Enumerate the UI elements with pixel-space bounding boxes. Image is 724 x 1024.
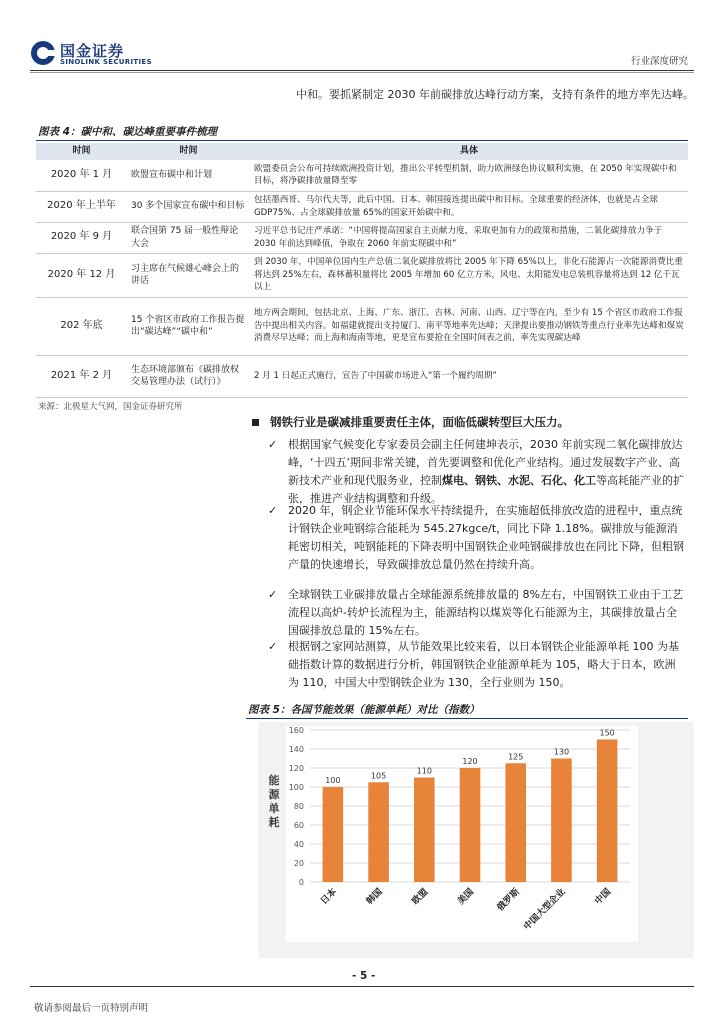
y-tick-label: 100 [288,783,304,792]
table-cell-detail: 到 2030 年，中国单位国内生产总值二氧化碳排放将比 2005 年下降 65%以上，非化石能源占一次能源消费比重将达到 25%左右，森林蓄积量将比 2005 年增加 60 亿立方米，风电、太阳能发电总装机容量将达到 12 亿千瓦以上 [250,253,688,297]
table-cell-event: 习主席在气候雄心峰会上的讲话 [127,253,250,297]
bullet-bold-text: 煤电、钢铁、水泥、石化、化工 [442,474,596,487]
y-axis-label: 源 [268,788,280,801]
y-axis-label: 能 [268,774,280,787]
bullet-paragraph [288,436,686,508]
table-header-cell: 具体 [250,143,688,160]
x-tick-label: 俄罗斯 [495,887,522,914]
section-heading: 钢铁行业是碳减排重要责任主体，面临低碳转型巨大压力。 [270,415,569,429]
y-axis-label: 单 [268,802,280,815]
table-cell-event: 生态环境部颁布《碳排放权交易管理办法（试行）》 [127,355,250,397]
table-row [36,253,688,297]
x-tick-label: 美国 [456,887,477,907]
bar [368,782,389,882]
y-tick-label: 40 [293,840,304,849]
data-label: 130 [553,747,570,757]
logo-text-en: SINOLINK SECURITIES [60,58,152,66]
bar-chart [258,722,694,958]
table-cell-detail: 习近平总书记庄严承诺：“中国将提高国家自主贡献力度，采取更加有力的政策和措施，二氧化碳排放力争于 2030 年前达到峰值，争取在 2060 年前实现碳中和” [250,222,688,253]
bullet-text: 根据国家气候变化专家委员会副主任何建坤表示，2030 年前实现二氧化碳排放达峰，‘十四五’期间非常关键，首先要调整和优化产业结构。通过发展数字产业、高新技术产业和现代服务业，控制 [288,438,683,487]
page-number: - 5 - [352,970,376,982]
bullet-text: 等高耗能产业的扩张，推进产业结构调整和升级。 [288,474,684,505]
y-tick-label: 60 [293,821,304,830]
table-cell-detail: 地方两会期间，包括北京、上海、广东、浙江、吉林、河南、山西、辽宁等在内，至少有 15 个省区市政府工作报告中提出相关内容。如福建就提出支持厦门、南平等地率先达峰；天津提出要推动钢铁等重点行业率先达峰和煤炭消费尽早达峰；而上海和海南等地，更是宣布要抢在全国时间表之前，率先实现碳达峰 [250,297,688,355]
table-row [36,191,688,222]
data-label: 100 [325,776,341,785]
y-tick-label: 80 [293,802,304,811]
y-tick-label: 0 [298,878,304,887]
data-label: 150 [599,728,615,738]
footer-rule [30,986,694,987]
bullet-text: 根据钢之家网站测算，从节能效果比较来看，以日本钢铁企业能源单耗 100 为基础指数计算的数据进行分析，韩国钢铁企业能源单耗为 105，略大于日本，欧洲为 110，中国大中型钢铁企业为 130，全行业则为 150。 [288,640,679,689]
figure-caption-rule [246,718,688,719]
y-tick-label: 160 [288,726,304,735]
table-row [36,297,688,355]
bar [551,759,572,883]
y-tick-label: 120 [288,764,304,773]
logo-text-cn: 国金证券 [60,42,125,60]
x-tick-label: 欧盟 [410,887,431,907]
table-caption-rule [36,140,688,141]
table-header-row [36,143,688,160]
bullet-paragraph [288,586,686,640]
data-label: 120 [462,757,478,766]
y-tick-label: 140 [288,745,304,754]
table-cell-time: 2020 年上半年 [36,191,127,222]
x-tick-label: 韩国 [364,887,385,907]
data-label: 125 [508,752,524,762]
logo-icon [30,40,56,66]
bullet-paragraph [288,638,686,692]
bar [414,778,435,883]
table-cell-time: 202 年底 [36,297,127,355]
table-cell-detail: 2 月 1 日起正式施行，宣告了中国碳市场进入“第一个履约周期” [250,355,688,397]
bullet-paragraph [288,502,686,574]
header-rule [30,70,694,71]
bullet-text: 2020 年，钢企业节能环保水平持续提升，在实施超低排放改造的进程中，重点统计钢铁企业吨钢综合能耗为 545.27kgce/t，同比下降 1.18%。碳排放与能源消耗密切相关，吨钢能耗的下降表明中国钢铁企业吨钢碳排放也在同比下降，但粗钢产量的快速增长，导致碳排放总量仍然在持续升高。 [288,504,684,571]
x-tick-label: 日本 [319,887,339,907]
footer-disclaimer: 敬请参阅最后一页特别声明 [34,1003,149,1014]
data-label: 105 [370,771,387,781]
table-cell-time: 2020 年 1 月 [36,160,127,191]
check-icon: ✓ [268,640,278,653]
x-tick-label: 中国 [593,887,614,907]
table-cell-event: 欧盟宣布碳中和计划 [127,160,250,191]
table-cell-event: 15 个省区市政府工作报告提出“碳达峰”“碳中和” [127,297,250,355]
bar [460,768,481,882]
table-cell-event: 30 多个国家宣布碳中和目标 [127,191,250,222]
table-header-cell: 时间 [127,143,250,160]
table-cell-detail: 包括墨西哥、马尔代夫等，此后中国、日本、韩国接连提出碳中和目标。全球重要的经济体，也就是占全球 GDP75%、占全球碳排放量 65%的国家开始碳中和。 [250,191,688,222]
header-rule-thin [30,72,694,73]
table-cell-time: 2020 年 9 月 [36,222,127,253]
table-cell-time: 2020 年 12 月 [36,253,127,297]
y-tick-label: 20 [293,859,304,868]
check-icon: ✓ [268,504,278,517]
table-cell-detail: 欧盟委员会公布可持续欧洲投资计划，推出公平转型机制，助力欧洲绿色协议顺利实施，在 2050 年实现碳中和目标，将净碳排放量降至零 [250,160,688,191]
x-tick-label: 中国大型企业 [522,887,568,933]
y-axis-label: 耗 [268,816,280,829]
table-cell-event: 联合国第 75 届一般性辩论大会 [127,222,250,253]
bar [597,740,618,883]
table-row [36,222,688,253]
table-source: 来源：北极星大气网，国金证券研究所 [38,402,183,412]
figure-caption: 图表 5：各国节能效果（能源单耗）对比（指数） [248,704,480,716]
document-type: 行业深度研究 [630,56,688,67]
events-table [36,143,688,398]
table-cell-time: 2021 年 2 月 [36,355,127,397]
check-icon: ✓ [268,438,278,451]
check-icon: ✓ [268,588,278,601]
table-row [36,355,688,397]
square-bullet-icon [252,419,259,426]
bullet-text: 全球钢铁工业碳排放量占全球能源系统排放量的 8%左右，中国钢铁工业由于工艺流程以高炉-转炉长流程为主，能源结构以煤炭等化石能源为主，其碳排放量占全国碳排放总量的 15%左右。 [288,588,683,637]
table-row [36,160,688,191]
bar [505,763,526,882]
table-caption: 图表 4：碳中和、碳达峰重要事件梳理 [38,126,217,138]
intro-paragraph: 中和。要抓紧制定 2030 年前碳排放达峰行动方案，支持有条件的地方率先达峰。 [296,88,694,101]
data-label: 110 [416,766,432,776]
bar [323,787,344,882]
table-header-cell: 时间 [36,143,127,160]
